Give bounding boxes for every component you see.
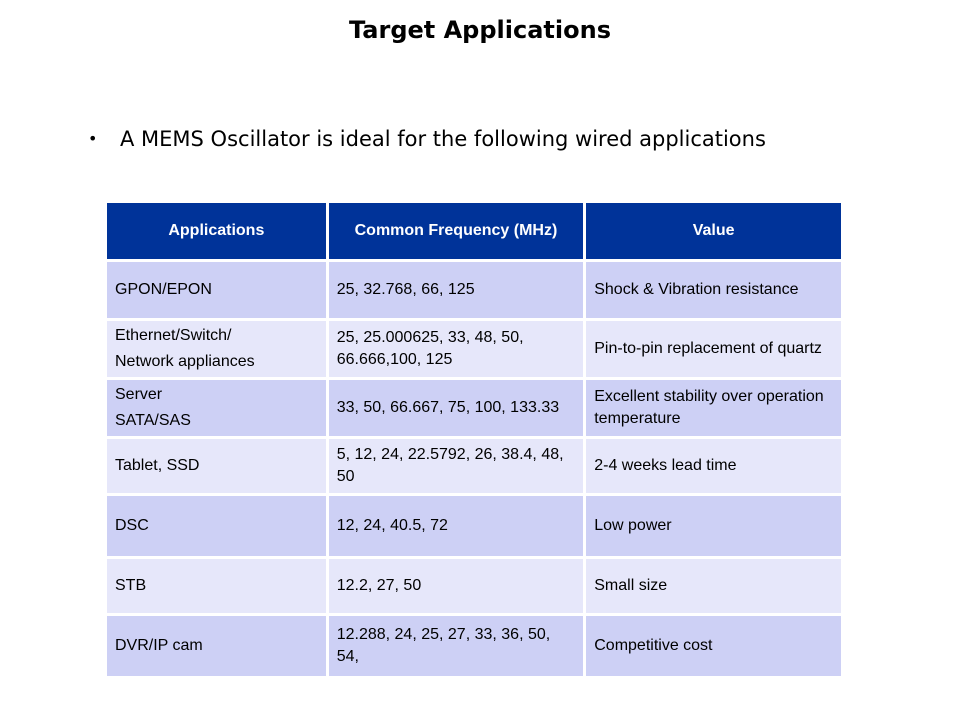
header-applications: Applications xyxy=(107,203,326,259)
table-row xyxy=(107,380,841,436)
cell-frequency: 12.2, 27, 50 xyxy=(329,559,584,613)
cell-application xyxy=(107,262,326,318)
cell-value: Small size xyxy=(586,559,841,613)
bullet-point xyxy=(88,127,766,151)
cell-frequency: 5, 12, 24, 22.5792, 26, 38.4, 48, 50 xyxy=(329,439,584,493)
bullet-dot-icon: • xyxy=(88,129,98,148)
cell-application xyxy=(107,321,326,377)
cell-application xyxy=(107,380,326,436)
cell-value: Low power xyxy=(586,496,841,556)
cell-frequency: 12, 24, 40.5, 72 xyxy=(329,496,584,556)
application-line: GPON/EPON xyxy=(115,281,212,298)
cell-application xyxy=(107,496,326,556)
header-frequency: Common Frequency (MHz) xyxy=(329,203,584,259)
table-header-row xyxy=(107,203,841,259)
cell-value: Excellent stability over operation temperature xyxy=(586,380,841,436)
applications-table xyxy=(104,200,844,679)
table-row xyxy=(107,439,841,493)
application-line: Ethernet/Switch/ xyxy=(115,327,232,344)
table-row xyxy=(107,321,841,377)
application-line: DVR/IP cam xyxy=(115,637,203,654)
cell-value: 2-4 weeks lead time xyxy=(586,439,841,493)
cell-frequency: 25, 25.000625, 33, 48, 50, 66.666,100, 125 xyxy=(329,321,584,377)
cell-frequency: 33, 50, 66.667, 75, 100, 133.33 xyxy=(329,380,584,436)
cell-frequency: 12.288, 24, 25, 27, 33, 36, 50, 54, xyxy=(329,616,584,676)
cell-frequency: 25, 32.768, 66, 125 xyxy=(329,262,584,318)
slide-title: Target Applications xyxy=(349,16,611,44)
table-row xyxy=(107,559,841,613)
cell-application xyxy=(107,439,326,493)
application-line: SATA/SAS xyxy=(115,412,191,429)
cell-value: Pin-to-pin replacement of quartz xyxy=(586,321,841,377)
table-row xyxy=(107,496,841,556)
cell-value: Shock & Vibration resistance xyxy=(586,262,841,318)
cell-value: Competitive cost xyxy=(586,616,841,676)
bullet-text: A MEMS Oscillator is ideal for the following wired applications xyxy=(120,127,766,151)
application-line: STB xyxy=(115,577,147,594)
cell-application xyxy=(107,559,326,613)
cell-application xyxy=(107,616,326,676)
header-value: Value xyxy=(586,203,841,259)
application-line: DSC xyxy=(115,517,149,534)
table-row xyxy=(107,616,841,676)
application-line: Server xyxy=(115,386,163,403)
application-line: Network appliances xyxy=(115,353,255,370)
table-row xyxy=(107,262,841,318)
application-line: Tablet, SSD xyxy=(115,457,200,474)
